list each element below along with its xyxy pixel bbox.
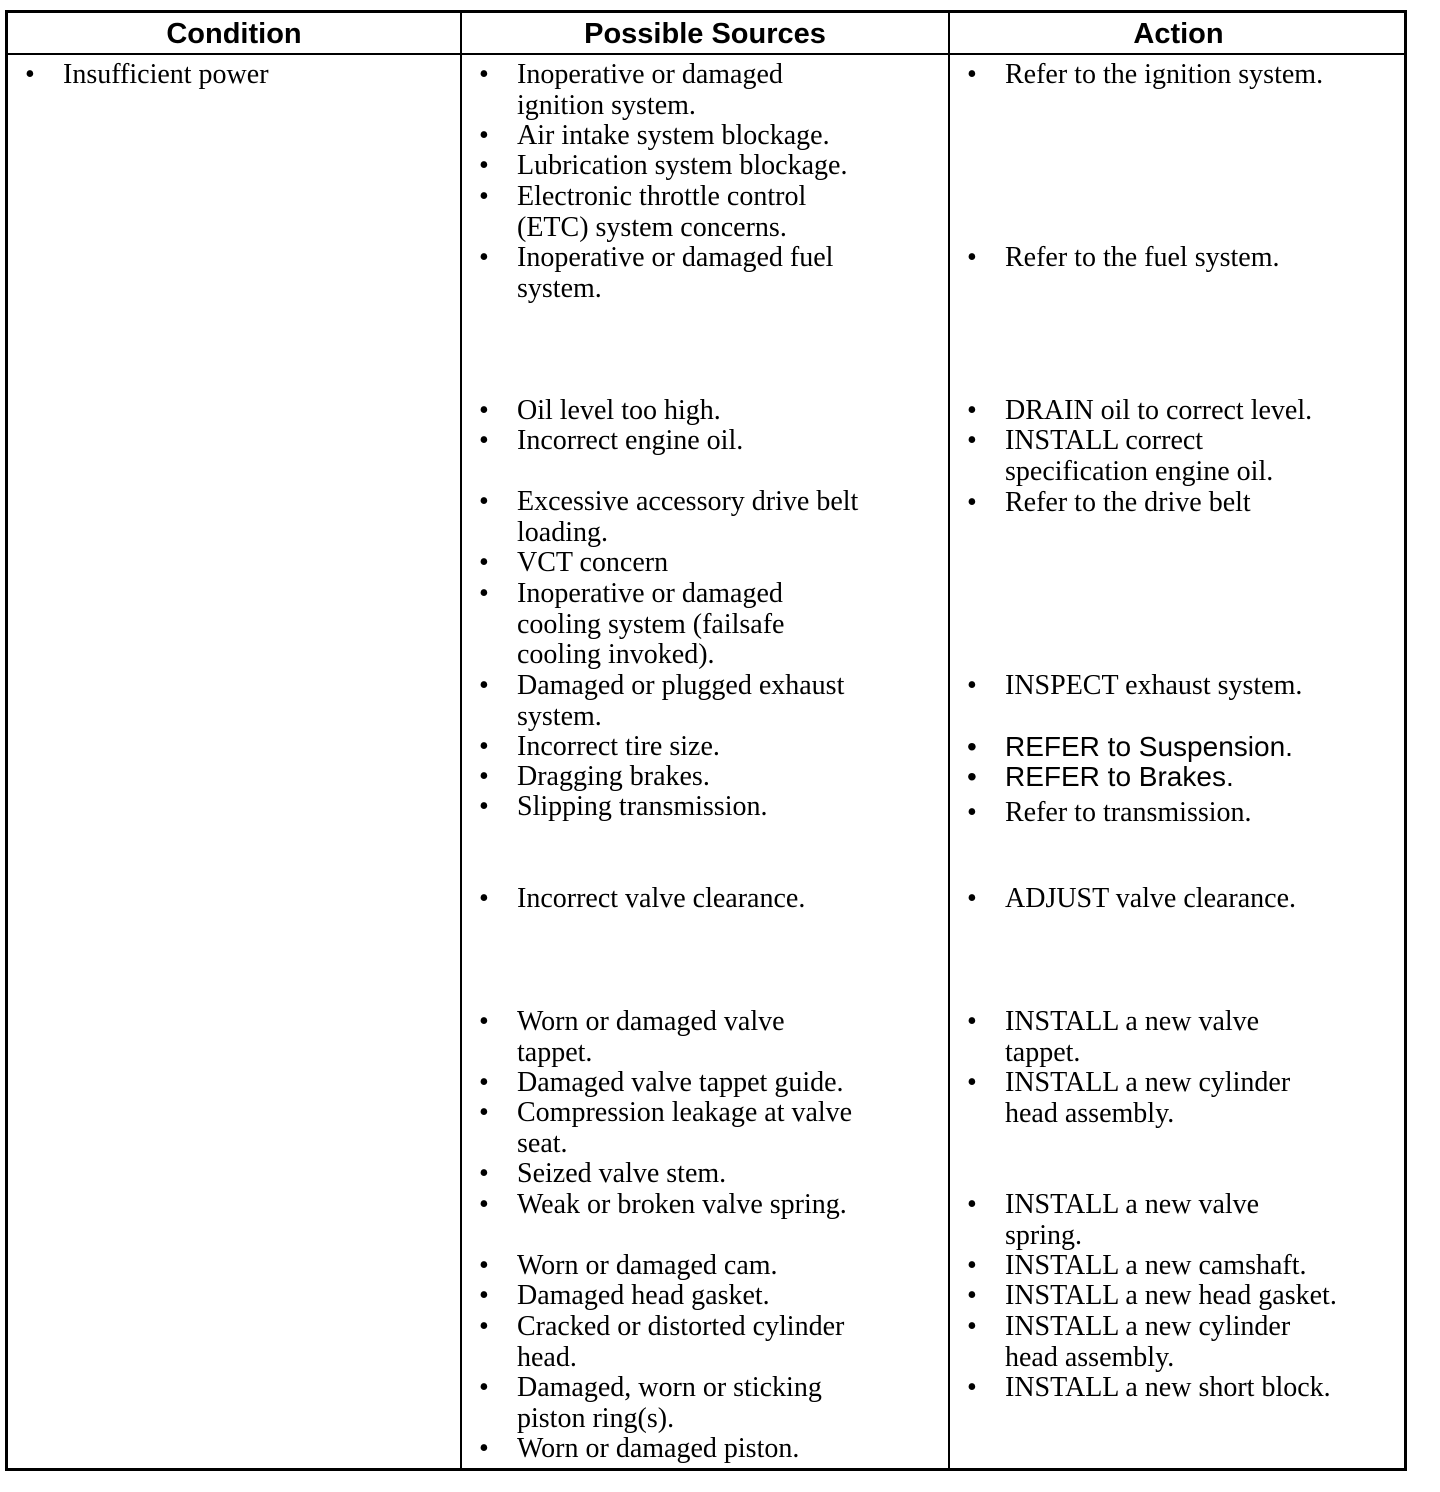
bullet-icon: • — [967, 242, 977, 273]
bullet-icon: • — [967, 761, 977, 792]
action-item — [967, 731, 1293, 763]
item-line: INSTALL a new short block. — [1005, 1372, 1331, 1403]
action-item — [967, 1006, 1260, 1068]
item-line: ignition system. — [517, 89, 696, 121]
bullet-icon: • — [479, 731, 489, 762]
source-item — [479, 1189, 847, 1221]
item-line: Cracked or distorted cylinder — [517, 1311, 845, 1342]
item-line: Refer to the ignition system. — [1005, 59, 1324, 90]
source-item — [479, 578, 785, 671]
bullet-icon: • — [479, 181, 489, 212]
item-line: INSTALL a new cylinder — [1005, 1067, 1291, 1098]
condition-item — [25, 59, 269, 91]
item-line: (ETC) system concerns. — [517, 211, 787, 243]
bullet-icon: • — [967, 1250, 977, 1281]
item-line: INSTALL a new cylinder — [1005, 1311, 1291, 1342]
bullet-icon: • — [967, 670, 977, 701]
action-item — [967, 1250, 1307, 1282]
bullet-icon: • — [479, 670, 489, 701]
action-item — [967, 670, 1303, 702]
source-item — [479, 486, 859, 548]
item-line: INSTALL a new head gasket. — [1005, 1280, 1337, 1311]
action-item — [967, 395, 1313, 427]
item-line: Damaged valve tappet guide. — [517, 1067, 844, 1098]
header-condition: Condition — [166, 18, 302, 50]
bullet-icon: • — [479, 883, 489, 914]
source-item — [479, 1372, 822, 1434]
source-item — [479, 1006, 785, 1068]
bullet-icon: • — [967, 883, 977, 914]
bullet-icon: • — [967, 1372, 977, 1403]
item-line: Excessive accessory drive belt — [517, 486, 859, 517]
item-line: cooling invoked). — [517, 639, 715, 670]
item-line: Slipping transmission. — [517, 791, 768, 822]
header-divider — [8, 53, 1404, 55]
item-line: ADJUST valve clearance. — [1005, 883, 1297, 914]
bullet-icon: • — [967, 1067, 977, 1098]
header-action: Action — [1133, 18, 1224, 50]
item-line: Damaged head gasket. — [517, 1280, 770, 1311]
item-line: cooling system (failsafe — [517, 608, 785, 640]
bullet-icon: • — [479, 395, 489, 426]
source-item — [479, 761, 710, 793]
item-line: Incorrect engine oil. — [517, 425, 744, 456]
item-line: REFER to Brakes. — [1005, 761, 1234, 792]
bullet-icon: • — [479, 1433, 489, 1464]
action-item — [967, 1067, 1291, 1129]
bullet-icon: • — [479, 1372, 489, 1403]
bullet-icon: • — [479, 242, 489, 273]
item-line: Inoperative or damaged — [517, 578, 783, 609]
action-item — [967, 242, 1280, 274]
item-line: Refer to the fuel system. — [1005, 242, 1280, 273]
item-line: spring. — [1005, 1219, 1082, 1251]
source-item — [479, 181, 807, 243]
item-line: tappet. — [1005, 1036, 1081, 1068]
bullet-icon: • — [25, 59, 35, 90]
source-item — [479, 731, 720, 763]
bullet-icon: • — [967, 59, 977, 90]
diagnosis-table — [5, 10, 1407, 1471]
action-item — [967, 59, 1324, 91]
bullet-icon: • — [479, 1097, 489, 1128]
source-item — [479, 395, 721, 427]
item-line: Air intake system blockage. — [517, 120, 830, 151]
item-line: system. — [517, 700, 602, 732]
source-item — [479, 791, 768, 823]
action-item — [967, 797, 1252, 829]
item-line: REFER to Suspension. — [1005, 731, 1293, 762]
source-item — [479, 242, 834, 304]
source-item — [479, 1250, 778, 1282]
action-item — [967, 1189, 1260, 1251]
bullet-icon: • — [479, 1250, 489, 1281]
bullet-icon: • — [479, 578, 489, 609]
source-item — [479, 1158, 727, 1190]
source-item — [479, 1097, 853, 1159]
item-line: VCT concern — [517, 547, 669, 578]
source-item — [479, 1067, 844, 1099]
bullet-icon: • — [479, 425, 489, 456]
bullet-icon: • — [479, 150, 489, 181]
item-line: Damaged or plugged exhaust — [517, 670, 845, 701]
item-line: seat. — [517, 1127, 568, 1159]
bullet-icon: • — [479, 59, 489, 90]
header-possible-sources: Possible Sources — [584, 18, 826, 50]
source-item — [479, 1433, 800, 1465]
item-line: Weak or broken valve spring. — [517, 1189, 847, 1220]
action-item — [967, 883, 1297, 915]
item-line: DRAIN oil to correct level. — [1005, 395, 1313, 426]
bullet-icon: • — [967, 1006, 977, 1037]
bullet-icon: • — [479, 1311, 489, 1342]
bullet-icon: • — [479, 486, 489, 517]
bullet-icon: • — [967, 797, 977, 828]
item-line: Inoperative or damaged fuel — [517, 242, 834, 273]
source-item — [479, 883, 806, 915]
item-line: Seized valve stem. — [517, 1158, 727, 1189]
item-line: Inoperative or damaged — [517, 59, 783, 90]
action-item — [967, 761, 1234, 793]
item-line: loading. — [517, 516, 608, 548]
bullet-icon: • — [967, 425, 977, 456]
source-item — [479, 425, 744, 457]
bullet-icon: • — [479, 547, 489, 578]
item-line: head assembly. — [1005, 1097, 1175, 1129]
item-line: INSTALL a new valve — [1005, 1189, 1260, 1220]
bullet-icon: • — [479, 1067, 489, 1098]
item-line: system. — [517, 272, 602, 304]
item-line: Worn or damaged piston. — [517, 1433, 800, 1464]
item-line: specification engine oil. — [1005, 455, 1274, 487]
bullet-icon: • — [967, 1311, 977, 1342]
item-line: Refer to transmission. — [1005, 797, 1252, 828]
item-line: Insufficient power — [63, 59, 269, 90]
action-item — [967, 1311, 1291, 1373]
source-item — [479, 150, 848, 182]
item-line: INSTALL correct — [1005, 425, 1204, 456]
item-line: head assembly. — [1005, 1341, 1175, 1373]
action-item — [967, 425, 1274, 487]
source-item — [479, 59, 783, 121]
bullet-icon: • — [479, 120, 489, 151]
bullet-icon: • — [967, 395, 977, 426]
item-line: Damaged, worn or sticking — [517, 1372, 822, 1403]
item-line: Compression leakage at valve — [517, 1097, 853, 1128]
source-item — [479, 1280, 770, 1312]
bullet-icon: • — [479, 1006, 489, 1037]
item-line: Electronic throttle control — [517, 181, 807, 212]
item-line: Dragging brakes. — [517, 761, 710, 792]
bullet-icon: • — [479, 761, 489, 792]
bullet-icon: • — [479, 1158, 489, 1189]
bullet-icon: • — [967, 1189, 977, 1220]
item-line: Incorrect tire size. — [517, 731, 720, 762]
item-line: Worn or damaged valve — [517, 1006, 785, 1037]
bullet-icon: • — [967, 1280, 977, 1311]
bullet-icon: • — [479, 1189, 489, 1220]
item-line: tappet. — [517, 1036, 593, 1068]
bullet-icon: • — [967, 731, 977, 762]
source-item — [479, 670, 845, 732]
item-line: Refer to the drive belt — [1005, 487, 1251, 518]
source-item — [479, 120, 830, 152]
item-line: INSTALL a new valve — [1005, 1006, 1260, 1037]
item-line: INSTALL a new camshaft. — [1005, 1250, 1307, 1281]
item-line: Incorrect valve clearance. — [517, 883, 806, 914]
action-item — [967, 1280, 1337, 1312]
item-line: Lubrication system blockage. — [517, 150, 848, 181]
bullet-icon: • — [479, 1280, 489, 1311]
item-line: head. — [517, 1341, 577, 1373]
item-line: Worn or damaged cam. — [517, 1250, 778, 1281]
column-divider — [948, 13, 950, 1468]
item-line: Oil level too high. — [517, 395, 721, 426]
bullet-icon: • — [967, 487, 977, 518]
column-divider — [460, 13, 462, 1468]
item-line: piston ring(s). — [517, 1402, 675, 1434]
action-item — [967, 487, 1251, 519]
source-item — [479, 547, 669, 579]
bullet-icon: • — [479, 791, 489, 822]
action-item — [967, 1372, 1331, 1404]
item-line: INSPECT exhaust system. — [1005, 670, 1303, 701]
source-item — [479, 1311, 845, 1373]
